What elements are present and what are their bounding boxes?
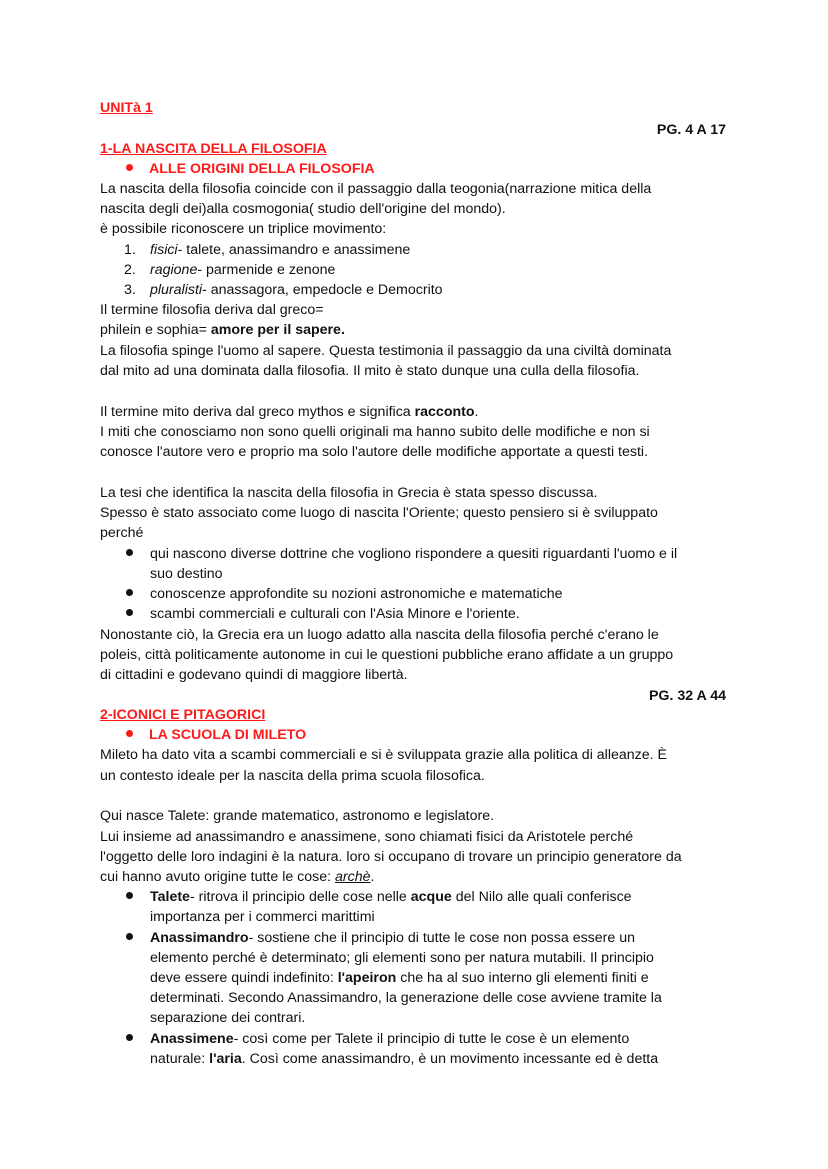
text-span: philein e sophia= (100, 322, 211, 338)
list-text: - anassagora, empedocle e Democrito (202, 282, 443, 298)
paragraph-line (100, 320, 345, 340)
text-span: . (474, 404, 479, 420)
numbered-item-1 (124, 240, 410, 260)
bold-text: l'apeiron (337, 970, 397, 986)
bold-text: Anassimandro (150, 930, 249, 946)
list-number: 3. (124, 282, 136, 298)
bullet-continuation (150, 1049, 658, 1069)
page-reference-2: PG. 32 A 44 (648, 688, 726, 704)
bullet-continuation: elemento perché è determinato; gli elementi sono per natura mutabili. Il principio (150, 950, 654, 966)
bullet-icon (126, 892, 133, 899)
paragraph-line: La tesi che identifica la nascita della filosofia in Grecia è stata spesso discussa. (100, 485, 598, 501)
text-span: che ha al suo interno gli elementi finiti e (396, 970, 649, 986)
numbered-item-3 (124, 280, 443, 300)
text-span: del Nilo alle quali conferisce (451, 889, 632, 905)
section-2-title: 2-ICONICI E PITAGORICI (100, 707, 266, 723)
list-number: 2. (124, 262, 136, 278)
paragraph-line: un contesto ideale per la nascita della prima scuola filosofica. (100, 768, 485, 784)
bullet-icon (126, 549, 133, 556)
bullet-icon (126, 1034, 133, 1041)
paragraph-line: Lui insieme ad anassimandro e anassimene, sono chiamati fisici da Aristotele perché (100, 829, 634, 845)
bullet-continuation: importanza per i commerci marittimi (150, 909, 375, 925)
bullet-continuation: separazione dei contrari. (150, 1010, 306, 1026)
bold-text: acque (410, 889, 452, 905)
bullet-text: scambi commerciali e culturali con l'Asia Minore e l'oriente. (150, 606, 520, 622)
text-span: cui hanno avuto origine tutte le cose: (100, 869, 336, 885)
numbered-item-2 (124, 260, 335, 280)
paragraph-line: I miti che conosciamo non sono quelli originali ma hanno subito delle modifiche e non si (100, 424, 650, 440)
paragraph-line (100, 402, 479, 422)
section-1-subtitle (126, 159, 375, 179)
paragraph-line: di cittadini e godevano quindi di maggiore libertà. (100, 667, 408, 683)
bullet-continuation (150, 968, 649, 988)
text-span: . Così come anassimandro, è un movimento incessante ed è detta (241, 1051, 659, 1067)
bullet-item-talete (126, 887, 632, 907)
paragraph-line: Mileto ha dato vita a scambi commerciali e si è sviluppata grazie alla politica di alleanze. È (100, 747, 667, 763)
text-span: deve essere quindi indefinito: (150, 970, 338, 986)
bold-text: amore per il sapere. (210, 322, 345, 338)
section-1-subtitle-text: ALLE ORIGINI DELLA FILOSOFIA (149, 161, 375, 177)
paragraph-line: conosce l'autore vero e proprio ma solo l'autore delle modifiche apportate a questi testi. (100, 444, 649, 460)
unit-title: UNITà 1 (100, 100, 153, 116)
paragraph-line: Qui nasce Talete: grande matematico, astronomo e legislatore. (100, 808, 495, 824)
bullet-text: conoscenze approfondite su nozioni astronomiche e matematiche (150, 586, 563, 602)
text-span: - così come per Talete il principio di tutte le cose è un elemento (233, 1031, 630, 1047)
bullet-item-anassimene (126, 1029, 629, 1049)
section-2-subtitle (126, 725, 306, 745)
bullet-text: qui nascono diverse dottrine che vogliono rispondere a quesiti riguardanti l'uomo e il (150, 546, 678, 562)
page-reference-1: PG. 4 A 17 (656, 122, 726, 138)
bullet-icon (126, 164, 133, 171)
bullet-icon (126, 730, 133, 737)
italic-text: archè (335, 869, 371, 885)
bullet-item-anassimandro (126, 928, 635, 948)
bullet-continuation: determinati. Secondo Anassimandro, la generazione delle cose avviene tramite la (150, 990, 662, 1006)
list-text: - parmenide e zenone (197, 262, 336, 278)
paragraph-line: è possibile riconoscere un triplice movimento: (100, 221, 387, 237)
paragraph-line: Nonostante ciò, la Grecia era un luogo adatto alla nascita della filosofia perché c'erano le (100, 627, 659, 643)
section-1-title: 1-LA NASCITA DELLA FILOSOFIA (100, 141, 327, 157)
paragraph-line: nascita degli dei)alla cosmogonia( studio dell'origine del mondo). (100, 201, 506, 217)
bullet-icon (126, 589, 133, 596)
text-span: naturale: (150, 1051, 210, 1067)
bullet-icon (126, 609, 133, 616)
bold-text: l'aria (209, 1051, 242, 1067)
bullet-icon (126, 933, 133, 940)
text-span: . (370, 869, 375, 885)
bullet-continuation: suo destino (150, 566, 223, 582)
bold-text: Talete (150, 889, 190, 905)
list-text: - talete, anassimandro e anassimene (177, 242, 411, 258)
list-term: pluralisti (150, 282, 203, 298)
paragraph-line: La filosofia spinge l'uomo al sapere. Questa testimonia il passaggio da una civiltà dominata (100, 343, 672, 359)
bullet-item (126, 584, 562, 604)
paragraph-line (100, 867, 375, 887)
bold-text: Anassimene (150, 1031, 234, 1047)
paragraph-line: l'oggetto delle loro indagini è la natura. loro si occupano di trovare un principio generatore da (100, 849, 682, 865)
paragraph-line: La nascita della filosofia coincide con il passaggio dalla teogonia(narrazione mitica della (100, 181, 652, 197)
text-span: Il termine mito deriva dal greco mythos e significa (100, 404, 415, 420)
paragraph-line: dal mito ad una dominata dalla filosofia. Il mito è stato dunque una culla della filosofia. (100, 363, 640, 379)
bold-text: racconto (414, 404, 475, 420)
paragraph-line: Il termine filosofia deriva dal greco= (100, 302, 324, 318)
list-term: ragione (150, 262, 198, 278)
text-span: - sostiene che il principio di tutte le cose non possa essere un (248, 930, 635, 946)
text-span: - ritrova il principio delle cose nelle (189, 889, 411, 905)
list-number: 1. (124, 242, 136, 258)
paragraph-line: poleis, città politicamente autonome in cui le questioni pubbliche erano affidate a un gruppo (100, 647, 674, 663)
section-2-subtitle-text: LA SCUOLA DI MILETO (149, 727, 307, 743)
paragraph-line: Spesso è stato associato come luogo di nascita l'Oriente; questo pensiero si è sviluppato (100, 505, 658, 521)
bullet-item (126, 544, 677, 564)
bullet-item (126, 604, 520, 624)
paragraph-line: perché (100, 525, 144, 541)
list-term: fisici (150, 242, 178, 258)
